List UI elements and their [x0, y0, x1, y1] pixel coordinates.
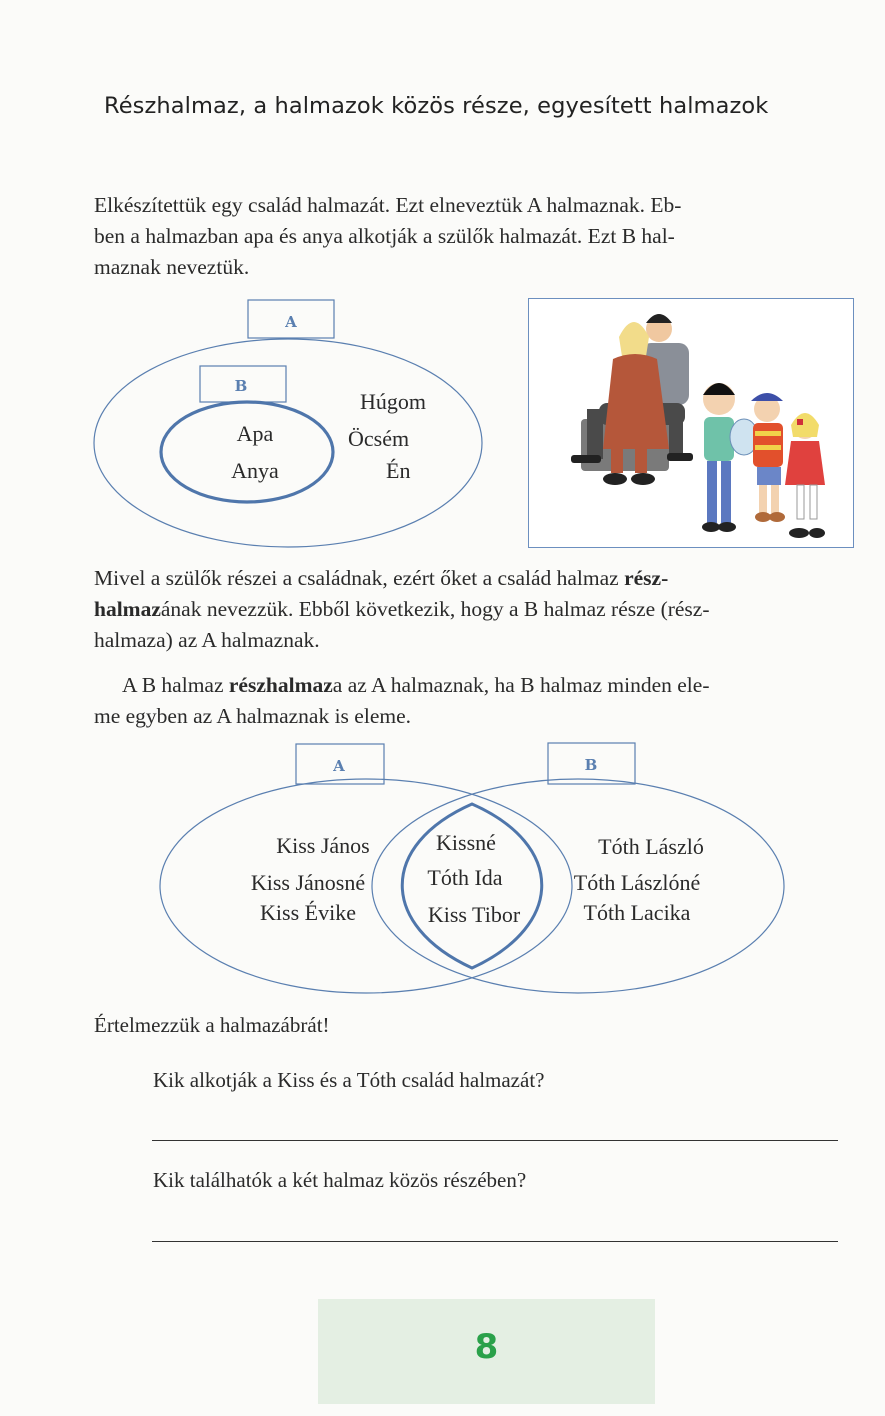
- bold-term: halmaz: [94, 597, 161, 621]
- family-picture: [529, 299, 853, 547]
- intro-line: Elkészítettük egy család halmazát. Ezt elneveztük A halmaznak. Eb-: [94, 193, 682, 217]
- text-line: halmaza) az A halmaznak.: [94, 628, 320, 652]
- set-a-label: A: [333, 757, 345, 775]
- set-b-label: B: [584, 756, 598, 774]
- member-ocsem: Öcsém: [348, 426, 410, 451]
- text-span: Mivel a szülők részei a családnak, ezért őket a család halmaz: [94, 566, 625, 590]
- set-b-ellipse: [161, 402, 333, 502]
- intro-line: ben a halmazban apa és anya alkotják a szülők halmazát. Ezt B hal-: [94, 224, 675, 248]
- member-apa: Apa: [236, 421, 274, 446]
- member-right: Tóth Lacika: [583, 900, 691, 925]
- definition-paragraph: [94, 670, 858, 732]
- set-a-ellipse: [94, 339, 482, 547]
- text-span: ának nevezzük. Ebből következik, hogy a B halmaz része (rész-: [160, 597, 710, 621]
- set-a-label: A: [285, 313, 297, 331]
- text-line: me egyben az A halmaznak is eleme.: [94, 704, 411, 728]
- member-en: Én: [386, 458, 411, 483]
- subset-diagram: [94, 300, 482, 547]
- member-left: Kiss Jánosné: [250, 870, 366, 895]
- question-1: Kik alkotják a Kiss és a Tóth család halmazát?: [153, 1068, 545, 1092]
- member-common: Tóth Ida: [427, 865, 503, 890]
- intersection-diagram: [160, 743, 784, 993]
- task-heading: Értelmezzük a halmazábrát!: [94, 1013, 330, 1037]
- intro-line: maznak neveztük.: [94, 255, 250, 279]
- member-right: Tóth Lászlóné: [573, 870, 701, 895]
- question-2: Kik találhatók a két halmaz közös részében?: [153, 1168, 527, 1192]
- member-left: Kiss János: [276, 833, 370, 858]
- page-title: Részhalmaz, a halmazok közös része, egyesített halmazok: [104, 93, 769, 119]
- text-span: A B halmaz: [122, 673, 229, 697]
- set-b-label: B: [234, 377, 248, 395]
- page-number-box: [318, 1299, 655, 1404]
- member-common: Kiss Tibor: [427, 902, 521, 927]
- answer-line-1[interactable]: [152, 1140, 838, 1141]
- bold-term: rész-: [624, 566, 669, 590]
- member-anya: Anya: [231, 458, 279, 483]
- set-a-ellipse: [160, 779, 572, 993]
- answer-line-2[interactable]: [152, 1241, 838, 1242]
- bold-term: részhalmaz: [228, 673, 333, 697]
- subset-paragraph: [94, 563, 858, 656]
- member-hugom: Húgom: [360, 389, 426, 414]
- text-span: a az A halmaznak, ha B halmaz minden ele-: [332, 673, 710, 697]
- member-common: Kissné: [436, 830, 496, 855]
- family-illustration: [528, 298, 854, 548]
- member-right: Tóth László: [598, 834, 704, 859]
- member-left: Kiss Évike: [260, 900, 356, 925]
- page-number: 8: [474, 1327, 499, 1367]
